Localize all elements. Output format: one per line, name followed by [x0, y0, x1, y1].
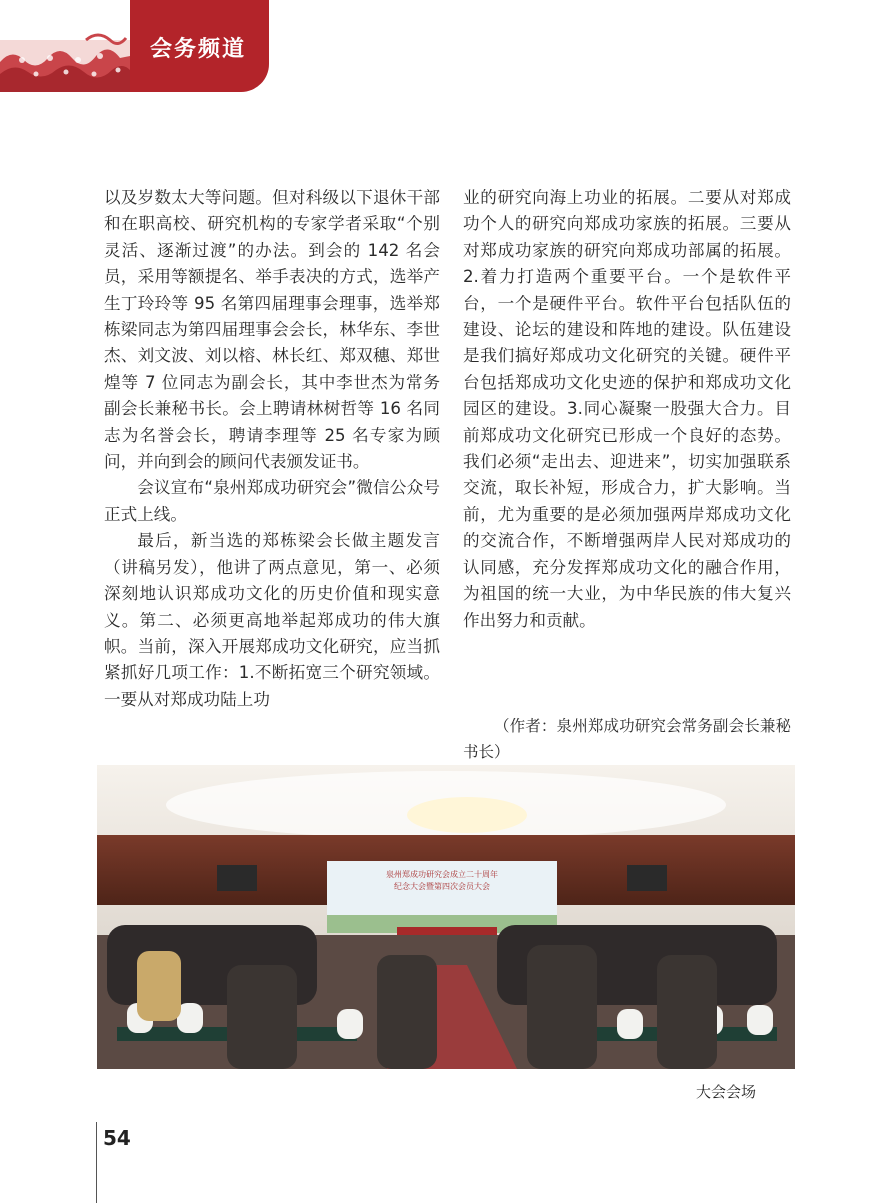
article-paragraph: 以及岁数太大等问题。但对科级以下退休干部和在职高校、研究机构的专家学者采取“个别灵活、逐渐过渡”的办法。到会的 142 名会员，采用等额提名、举手表决的方式，选举产生丁玲玲等 95 名第四届理事会理事，选举郑栋梁同志为第四届理事会会长，林华东、李世杰、刘文波、刘以榕、林长红、郑双穗、郑世煌等 7 位同志为副会长，其中李世杰为常务副会长兼秘书长。会上聘请林树哲等 16 名同志为名誉会长，聘请李理等 25 名专家为顾问，并向到会的顾问代表颁发证书。	[104, 188, 440, 472]
page-number: 54	[103, 1126, 131, 1150]
article-left-column	[104, 185, 440, 713]
conference-hall-photo	[97, 765, 795, 1069]
banner-line-1: 泉州郑成功研究会成立二十周年	[386, 870, 498, 879]
article-paragraph: 最后，新当选的郑栋梁会长做主题发言（讲稿另发），他讲了两点意见，第一、必须深刻地认识郑成功文化的历史价值和现实意义。第二、必须更高地举起郑成功的伟大旗帜。当前，深入开展郑成功文化研究，应当抓紧抓好几项工作：1.不断拓宽三个研究领域。一要从对郑成功陆上功	[104, 531, 440, 709]
article-paragraph: 会议宣布“泉州郑成功研究会”微信公众号正式上线。	[104, 478, 440, 524]
article-paragraph: 业的研究向海上功业的拓展。二要从对郑成功个人的研究向郑成功家族的拓展。三要从对郑成功家族的研究向郑成功部属的拓展。2.着力打造两个重要平台。一个是软件平台，一个是硬件平台。软件平台包括队伍的建设、论坛的建设和阵地的建设。队伍建设是我们搞好郑成功文化研究的关键。硬件平台包括郑成功文化史迹的保护和郑成功文化园区的建设。3.同心凝聚一股强大合力。目前郑成功文化研究已形成一个良好的态势。我们必须“走出去、迎进来”，切实加强联系交流，取长补短，形成合力，扩大影响。当前，尤为重要的是必须加强两岸郑成功文化的交流合作，不断增强两岸人民对郑成功的认同感，充分发挥郑成功文化的融合作用，为祖国的统一大业，为中华民族的伟大复兴作出努力和贡献。	[463, 188, 791, 630]
author-note: （作者：泉州郑成功研究会常务副会长兼秘书长）	[463, 717, 791, 761]
page-number-rule	[96, 1122, 97, 1203]
header-wave-decoration	[0, 0, 130, 92]
banner-line-2: 纪念大会暨第四次会员大会	[394, 882, 490, 891]
photo-caption: 大会会场	[695, 1083, 756, 1101]
section-header-tab	[130, 0, 269, 92]
section-title: 会务频道	[150, 36, 247, 62]
article-right-column	[463, 185, 791, 634]
